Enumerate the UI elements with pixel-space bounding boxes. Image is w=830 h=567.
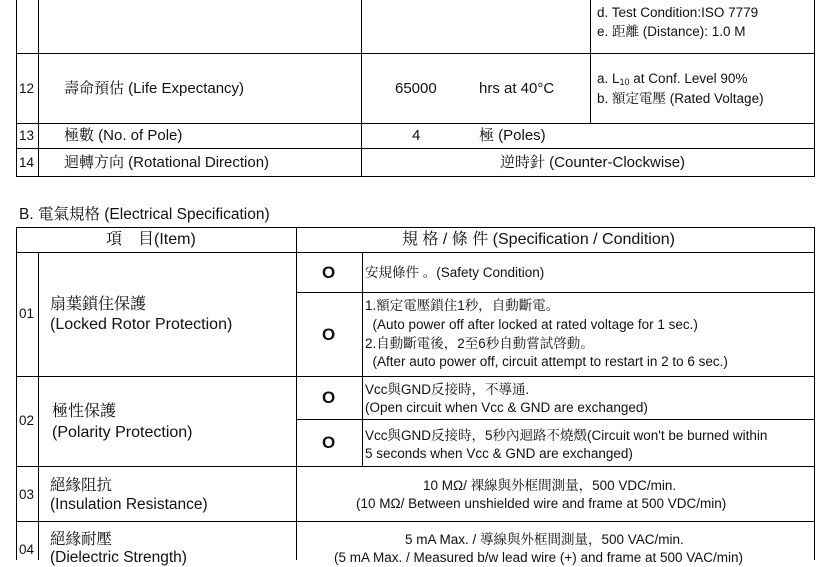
row-12-unit: hrs at 40°C	[479, 80, 555, 97]
row-01-sub2-line4: (After auto power off, circuit attempt to restart in 2 to 6 sec.)	[365, 354, 728, 369]
row-01-sub2-line3: 2.自動斷電後，2至6秒自動嘗試啓動。	[365, 336, 594, 351]
row-04-number: 04	[19, 542, 35, 557]
row-02-number: 02	[19, 413, 35, 428]
row-01-sub1-text: 安規條件 。(Safety Condition)	[365, 265, 545, 280]
row-01-sub2-line2: (Auto power off after locked at rated voltage for 1 sec.)	[365, 317, 698, 332]
row-01-sub1-mark: O	[322, 263, 336, 282]
row-04-spec-line1: 5 mA Max. / 導線與外框間測量，500 VAC/min.	[405, 532, 684, 547]
row-02-sub2-line1: Vcc與GND反接時，5秒內迴路不燒燬(Circuit won't be burned within	[365, 428, 768, 443]
row-04-item-zh: 絕緣耐壓	[50, 531, 113, 548]
row-14-item: 迴轉方向 (Rotational Direction)	[64, 154, 270, 171]
row-12-item: 壽命預估 (Life Expectancy)	[64, 80, 245, 97]
row-13-number: 13	[19, 128, 35, 143]
row-02-item-en: (Polarity Protection)	[52, 424, 193, 441]
row-03-spec-line1: 10 MΩ/ 裸線與外框間測量，500 VDC/min.	[423, 478, 677, 493]
note-test-condition: d. Test Condition:ISO 7779	[597, 5, 759, 20]
row-13-item: 極數 (No. of Pole)	[64, 127, 183, 144]
row-02-sub1-line2: (Open circuit when Vcc & GND are exchanged)	[365, 400, 648, 415]
row-03-spec-line2: (10 MΩ/ Between unshielded wire and frame at 500 VDC/min)	[356, 496, 727, 511]
row-14-value: 逆時針 (Counter-Clockwise)	[500, 154, 686, 171]
row-02-sub2-mark: O	[322, 433, 336, 452]
section-b-title: B. 電氣規格 (Electrical Specification)	[19, 206, 270, 223]
row-01-item-en: (Locked Rotor Protection)	[50, 316, 233, 333]
row-02-sub2-line2: 5 seconds when Vcc & GND are exchanged)	[365, 446, 633, 461]
row-03-item-en: (Insulation Resistance)	[50, 496, 208, 513]
row-12-number: 12	[19, 81, 35, 96]
note-distance: e. 距離 (Distance): 1.0 M	[597, 24, 746, 39]
row-12-value: 65000	[395, 80, 437, 97]
row-13-value: 4	[412, 127, 421, 144]
row-01-sub2-line1: 1.額定電壓鎖住1秒，自動斷電。	[365, 298, 560, 313]
header-item: 項 目(Item)	[106, 231, 196, 248]
header-spec: 規 格 / 條 件 (Specification / Condition)	[402, 231, 675, 248]
row-01-number: 01	[19, 306, 35, 321]
row-13-unit: 極 (Poles)	[479, 127, 546, 144]
row-01-item-zh: 扇葉鎖住保護	[50, 296, 147, 313]
row-01-sub2-mark: O	[322, 325, 336, 344]
row-12-note-b: b. 額定電壓 (Rated Voltage)	[597, 91, 764, 106]
row-02-sub1-line1: Vcc與GND反接時，不導通.	[365, 382, 530, 397]
row-04-spec-line2: (5 mA Max. / Measured b/w lead wire (+) and frame at 500 VAC/min)	[334, 550, 744, 565]
row-03-number: 03	[19, 487, 35, 502]
row-04-item-en: (Dielectric Strength)	[50, 549, 187, 566]
row-12-note-a: a. $L_{10}$ at Conf. Level 90%	[597, 71, 748, 87]
row-03-item-zh: 絕緣阻抗	[50, 477, 113, 494]
row-02-item-zh: 極性保護	[52, 403, 117, 420]
row-02-sub1-mark: O	[322, 388, 336, 407]
row-14-number: 14	[19, 155, 35, 170]
